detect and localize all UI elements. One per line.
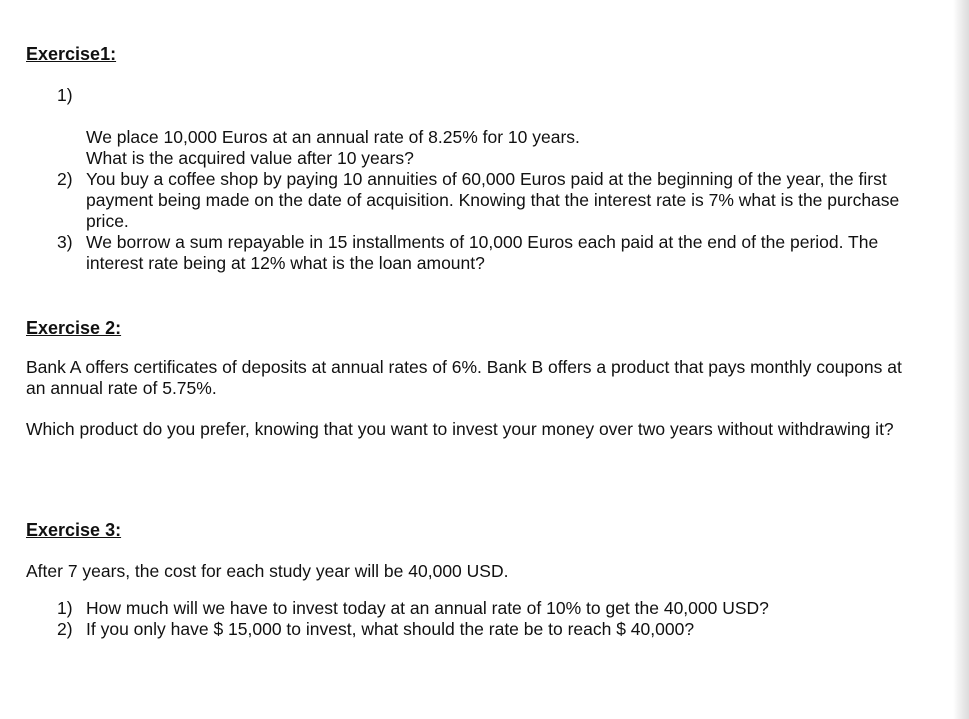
exercise1-list xyxy=(0,85,940,274)
list-item-text: How much will we have to invest today at an annual rate of 10% to get the 40,000 USD? xyxy=(86,598,769,618)
list-item-text: If you only have $ 15,000 to invest, what should the rate be to reach $ 40,000? xyxy=(86,619,695,639)
exercise3-heading: Exercise 3: xyxy=(26,520,122,540)
list-item xyxy=(0,85,940,169)
list-item-number: 1) xyxy=(57,598,73,618)
exercise3-list xyxy=(0,598,940,640)
list-item-number: 2) xyxy=(57,169,73,189)
list-item-text: We borrow a sum repayable in 15 installments of 10,000 Euros each paid at the end of the period. The interest rate being at 12% what is the loan amount? xyxy=(86,232,879,273)
list-item-text: We place 10,000 Euros at an annual rate of 8.25% for 10 years. What is the acquired value after 10 years? xyxy=(86,127,580,168)
exercise1-heading: Exercise1: xyxy=(26,44,117,64)
list-item xyxy=(0,619,940,640)
exercise2-paragraph-1: Bank A offers certificates of deposits at annual rates of 6%. Bank B offers a product that pays monthly coupons at an annual rate of 5.75%. xyxy=(26,357,902,398)
list-item-number: 3) xyxy=(57,232,73,252)
list-item xyxy=(0,169,946,232)
exercise2-paragraph-2: Which product do you prefer, knowing that you want to invest your money over two years without withdrawing it? xyxy=(26,419,894,439)
exercise2-heading: Exercise 2: xyxy=(26,318,122,338)
list-item xyxy=(0,598,940,619)
list-item-text: You buy a coffee shop by paying 10 annuities of 60,000 Euros paid at the beginning of the year, the first payment being made on the date of acquisition. Knowing that the interest rate is 7% what is the purchase price. xyxy=(86,169,900,231)
list-item-number: 1) xyxy=(57,85,73,105)
page-edge-shadow xyxy=(953,0,969,719)
list-item xyxy=(0,232,886,274)
list-item-number: 2) xyxy=(57,619,73,639)
exercise3-intro: After 7 years, the cost for each study year will be 40,000 USD. xyxy=(26,561,509,581)
